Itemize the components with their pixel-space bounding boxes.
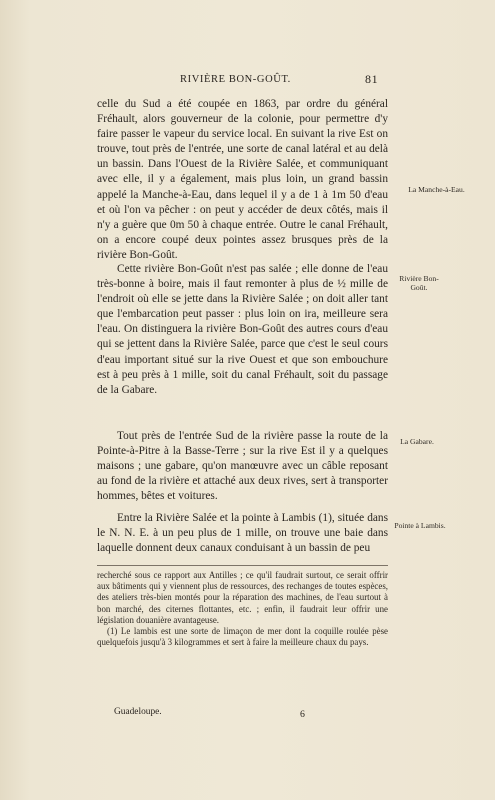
paragraph-4 xyxy=(97,511,388,556)
signature-mark: Guadeloupe. xyxy=(114,707,162,717)
page-number: 81 xyxy=(365,72,379,86)
paragraph-1 xyxy=(97,97,388,263)
paragraph-1-text: celle du Sud a été coupée en 1863, par ordre du général Fréhault, alors gouverneur de la colonie, pour permettre d'y faire passer le vapeur du service local. En suivant la rive Est on trouve, tout près de l'entrée, une sorte de canal latéral et au delà un bassin. Dans l'Ouest de la Rivière Salée, et communiquant avec elle, il y a également, mais plus loin, un grand bassin appelé la Manche-à-Eau, dans lequel il y a de 1 à 1m 50 d'eau et où l'on va pêcher : on peut y accéder de deux côtés, mais il n'y a guère que 0m 50 à chaque entrée. Outre le canal Fréhault, on a encore coupé deux pointes assez brusques près de la rivière Bon-Goût. xyxy=(97,98,388,261)
paragraph-2-text: Cette rivière Bon-Goût n'est pas salée ; elle donne de l'eau très-bonne à boire, mais il faut remonter à plus de ½ mille de l'endroit où elle se jette dans la Rivière Salée ; on doit aller tant que l'embarcation peut passer : plus loin on ira, meilleure sera l'eau. On distinguera la rivière Bon-Goût des autres cours d'eau qui se jettent dans la Rivière Salée, parce que c'est le seul cours d'eau important situé sur la rive Ouest et que son embouchure est à peu près à 1 mille, soit du canal Fréhault, soit du passage de la Gabare. xyxy=(97,263,388,396)
margin-note-riviere-bon-gout: Rivière Bon-Goût. xyxy=(399,274,439,292)
footnote-rule xyxy=(97,565,388,566)
footnote-continuation: recherché sous ce rapport aux Antilles ; ce qu'il faudrait surtout, ce serait offrir aux bâtiments qui y viennent plus de ressources, des rechanges de toutes espèces, des ateliers très-bien montés pour la réparation des machines, de l'eau surtout à bon marché, des citernes flottantes, etc. ; enfin, il faudrait leur offrir une législation douanière avantageuse. xyxy=(97,570,388,625)
paragraph-4-text: Entre la Rivière Salée et la pointe à Lambis (1), située dans le N. N. E. à un peu plus de 1 mille, on trouve une baie dans laquelle donnent deux canaux conduisant à un bassin de peu xyxy=(97,512,388,555)
paragraph-2 xyxy=(97,262,388,398)
footnote-1: (1) Le lambis est une sorte de limaçon de mer dont la coquille roulée pèse quelquefois jusqu'à 3 kilogrammes et sert à faire la meilleure chaux du pays. xyxy=(97,626,388,648)
margin-note-la-gabare: La Gabare. xyxy=(400,437,434,446)
margin-note-pointe-a-lambis: Pointe à Lambis. xyxy=(394,521,446,530)
paragraph-3-text: Tout près de l'entrée Sud de la rivière passe la route de la Pointe-à-Pitre à la Basse-Terre ; sur la rive Est il y a quelques maisons ; une gabare, qu'on manœuvre avec un câble reposant au fond de la rivière et attaché aux deux rives, sert à transporter hommes, bêtes et voitures. xyxy=(97,430,388,503)
paragraph-3 xyxy=(97,429,388,504)
signature-number: 6 xyxy=(300,709,305,720)
running-title: RIVIÈRE BON-GOÛT. xyxy=(180,74,291,85)
margin-note-manche-a-eau: La Manche-à-Eau. xyxy=(408,185,465,194)
footnotes xyxy=(97,570,388,648)
